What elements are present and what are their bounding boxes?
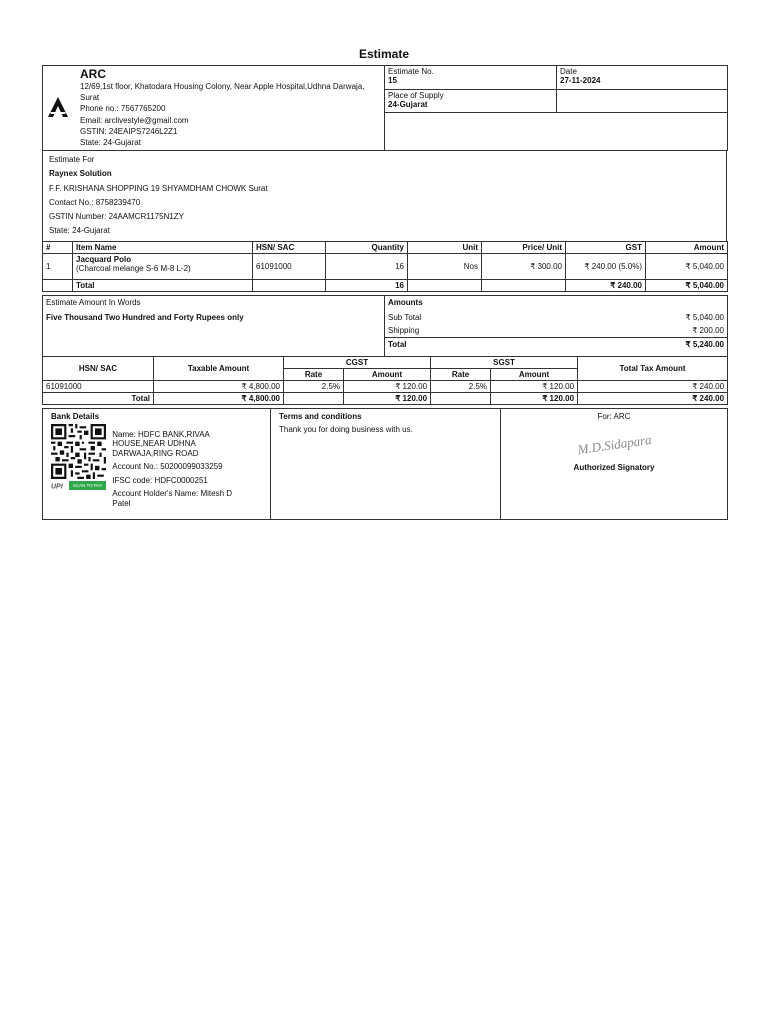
col-header-qty: Quantity [326,241,408,253]
items-total-row [43,279,728,291]
subtotal-label: Sub Total [388,312,422,322]
items-total-amount: ₹ 5,040.00 [646,279,728,291]
upi-scan-badge-icon [51,481,106,490]
document-title: Estimate [358,47,410,61]
item-no: 1 [43,253,73,279]
items-total-gst: ₹ 240.00 [566,279,646,291]
grand-total-label: Total [388,339,407,349]
tax-cgst-amount: ₹ 120.00 [344,380,431,392]
subtotal-value: ₹ 5,040.00 [685,312,724,322]
item-qty: 16 [326,253,408,279]
terms-block [271,408,501,519]
tax-sgst-header: SGST [431,356,578,368]
col-header-no: # [43,241,73,253]
signature-text: M.D.Sidapara [576,431,653,457]
table-row [43,253,728,279]
date-cell [557,66,728,90]
bank-info [112,430,252,509]
tax-sgst-amount: ₹ 120.00 [491,380,578,392]
bank-heading: Bank Details [51,411,100,421]
company-block [43,66,385,151]
signatory-block [501,408,728,519]
customer-address: F.F. KRISHANA SHOPPING 19 SHYAMDHAM CHOWK Surat [49,183,268,193]
company-email: Email: arclivestyle@gmail.com [80,115,189,125]
bank-name: Name: HDFC BANK,RIVAA HOUSE,NEAR UDHNA DARWAJA,RING ROAD [112,429,210,458]
customer-gstin: GSTIN Number: 24AAMCR1175N1ZY [49,212,185,222]
shipping-row [385,322,727,337]
footer-table [42,408,728,520]
scan-to-pay-label: SCAN TO PAY [72,482,103,488]
tax-cgst-amount-header: Amount [344,368,431,380]
items-table [42,241,728,292]
summary-table [42,295,728,357]
tax-total: ₹ 240.00 [578,380,728,392]
items-total-label: Total [73,279,253,291]
date-value: 27-11-2024 [560,76,601,85]
shipping-label: Shipping [388,325,420,335]
estimate-no-value: 15 [388,76,397,85]
tax-sgst-amount-header: Amount [491,368,578,380]
estimate-no-label: Estimate No. [388,67,434,76]
company-name: ARC [80,67,106,81]
signatory-for: For: ARC [597,411,631,421]
signature-image [569,427,659,457]
tax-hsn: 61091000 [43,380,154,392]
terms-heading: Terms and conditions [279,411,362,421]
amounts-label: Amounts [388,297,423,307]
col-header-amount: Amount [646,241,728,253]
customer-state: State: 24-Gujarat [49,226,110,236]
customer-block [43,151,727,242]
words-value: Five Thousand Two Hundred and Forty Rupees only [46,312,244,322]
tax-sgst-rate-header: Rate [431,368,491,380]
tax-total-sgst: ₹ 120.00 [491,392,578,404]
empty-meta-row [385,113,728,151]
bank-ifsc: IFSC code: HDFC0000251 [112,475,208,485]
tax-total-row [43,392,728,404]
tax-total-header: Total Tax Amount [578,356,728,380]
customer-name: Raynex Solution [49,169,112,179]
bank-account: Account No.: 50200099033259 [112,462,223,472]
tax-table [42,356,728,405]
bank-holder: Account Holder's Name: Mitesh D Patel [112,489,233,508]
item-gst: ₹ 240.00 (5.0%) [566,253,646,279]
item-hsn: 61091000 [253,253,326,279]
place-cell [385,89,557,113]
item-desc: (Charcoal melange S-6 M-8 L-2) [76,263,191,273]
grand-total-row [385,337,727,351]
amounts-block [385,295,728,356]
company-phone: Phone no.: 7567765200 [80,104,166,114]
company-state: State: 24-Gujarat [80,138,141,148]
items-total-qty: 16 [326,279,408,291]
tax-total-cgst: ₹ 120.00 [344,392,431,404]
customer-contact: Contact No.: 8758239470 [49,197,141,207]
words-label: Estimate Amount In Words [46,297,141,307]
terms-text: Thank you for doing business with us. [279,424,413,434]
item-name: Jacquard Polo [76,254,132,264]
col-header-price: Price/ Unit [482,241,566,253]
tax-total-taxable: ₹ 4,800.00 [154,392,284,404]
qr-code-icon [51,424,106,479]
company-gstin: GSTIN: 24EAIPS7246L2Z1 [80,126,178,136]
col-header-item: Item Name [73,241,253,253]
shipping-value: ₹ 200.00 [692,325,724,335]
tax-taxable-header: Taxable Amount [154,356,284,380]
words-block [43,295,385,356]
item-price: ₹ 300.00 [482,253,566,279]
item-name-cell [73,253,253,279]
upi-label: UPI [51,483,63,490]
tax-taxable: ₹ 4,800.00 [154,380,284,392]
bank-details-block [43,408,271,519]
col-header-unit: Unit [408,241,482,253]
item-amount: ₹ 5,040.00 [646,253,728,279]
tax-sgst-rate: 2.5% [431,380,491,392]
header-table [42,65,728,151]
empty-meta-cell [557,89,728,113]
col-header-gst: GST [566,241,646,253]
place-label: Place of Supply [388,90,444,100]
customer-table [42,150,727,242]
customer-heading: Estimate For [49,155,95,164]
subtotal-row [385,309,727,322]
tax-cgst-header: CGST [284,356,431,368]
company-logo-icon [47,96,69,118]
company-address: 12/69,1st floor, Khatodara Housing Colony, Near Apple Hospital,Udhna Darwaja, Surat [80,82,365,103]
item-unit: Nos [408,253,482,279]
tax-cgst-rate: 2.5% [284,380,344,392]
tax-hsn-header: HSN/ SAC [43,356,154,380]
estimate-sheet [42,65,727,520]
date-label: Date [560,67,577,76]
estimate-no-cell [385,66,557,90]
signatory-label: Authorized Signatory [573,462,655,472]
table-row [43,380,728,392]
place-value: 24-Gujarat [388,99,428,109]
col-header-hsn: HSN/ SAC [253,241,326,253]
tax-total-tax: ₹ 240.00 [578,392,728,404]
tax-total-label: Total [43,392,154,404]
tax-cgst-rate-header: Rate [284,368,344,380]
grand-total-value: ₹ 5,240.00 [685,339,724,349]
